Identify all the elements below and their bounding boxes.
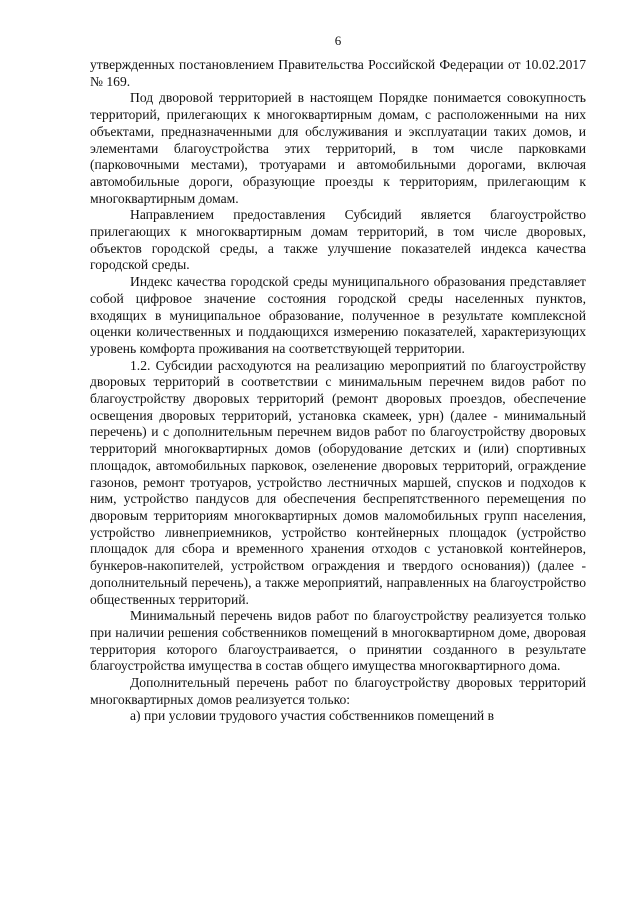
body-paragraph: Дополнительный перечень работ по благоустройству дворовых территорий многоквартирных домов реализуется только: (90, 675, 586, 707)
body-paragraph: Минимальный перечень видов работ по благоустройству реализуется только при наличии решения собственников помещений в многоквартирном доме, дворовая территория которого благоустраивается, о принятии созданного в результате благоустройства имущества в состав общего имущества многоквартирного дома. (90, 608, 586, 674)
body-paragraph: Под дворовой территорией в настоящем Порядке понимается совокупность территорий, прилегающих к многоквартирным домам, с расположенными на них объектами, предназначенными для обслуживания и эксплуатации таких домов, и элементами благоустройства этих территорий, в том числе парковками (парковочными местами), тротуарами и автомобильными дорогами, включая автомобильные дороги, образующие проезды к территориям, прилегающим к многоквартирным домам. (90, 90, 586, 206)
page-number: 6 (334, 33, 342, 48)
body-paragraph: а) при условии трудового участия собственников помещений в (130, 708, 495, 724)
document-body (90, 57, 586, 725)
body-paragraph: 1.2. Субсидии расходуются на реализацию мероприятий по благоустройству дворовых территорий в соответствии с минимальным перечнем видов работ по благоустройству дворовых территорий (ремонт дворовых проездов, обеспечение освещения дворовых территорий, установка скамеек, урн) (далее - минимальный перечень) и с дополнительным перечнем видов работ по благоустройству дворовых территорий многоквартирных домов (оборудование детских и (или) спортивных площадок, автомобильных парковок, озеленение дворовых территорий, ограждение газонов, ремонт тротуаров, устройство лестничных маршей, спусков и подходов к ним, устройство пандусов для обеспечения беспрепятственного перемещения по дворовым территориям многоквартирных домов маломобильных групп населения, устройство ливнеприемников, устройство контейнерных площадок (устройство площадок для сбора и временного хранения отходов с установкой контейнеров, бункеров-накопителей, устройством ограждения и твердого основания)) (далее - дополнительный перечень), а также мероприятий, направленных на благоустройство общественных территорий. (90, 357, 586, 607)
body-paragraph: Индекс качества городской среды муниципального образования представляет собой цифровое значение состояния городской среды населенных пунктов, входящих в муниципальное образование, полученное в результате комплексной оценки количественных и поддающихся измерению показателей, характеризующих уровень комфорта проживания на соответствующей территории. (90, 274, 586, 356)
body-paragraph: утвержденных постановлением Правительства Российской Федерации от 10.02.2017 № 169. (90, 57, 586, 89)
body-paragraph: Направлением предоставления Субсидий является благоустройство прилегающих к многоквартирным домам территорий, в том числе дворовых, объектов городской среды, а также улучшение показателей индекса качества городской среды. (90, 207, 586, 273)
